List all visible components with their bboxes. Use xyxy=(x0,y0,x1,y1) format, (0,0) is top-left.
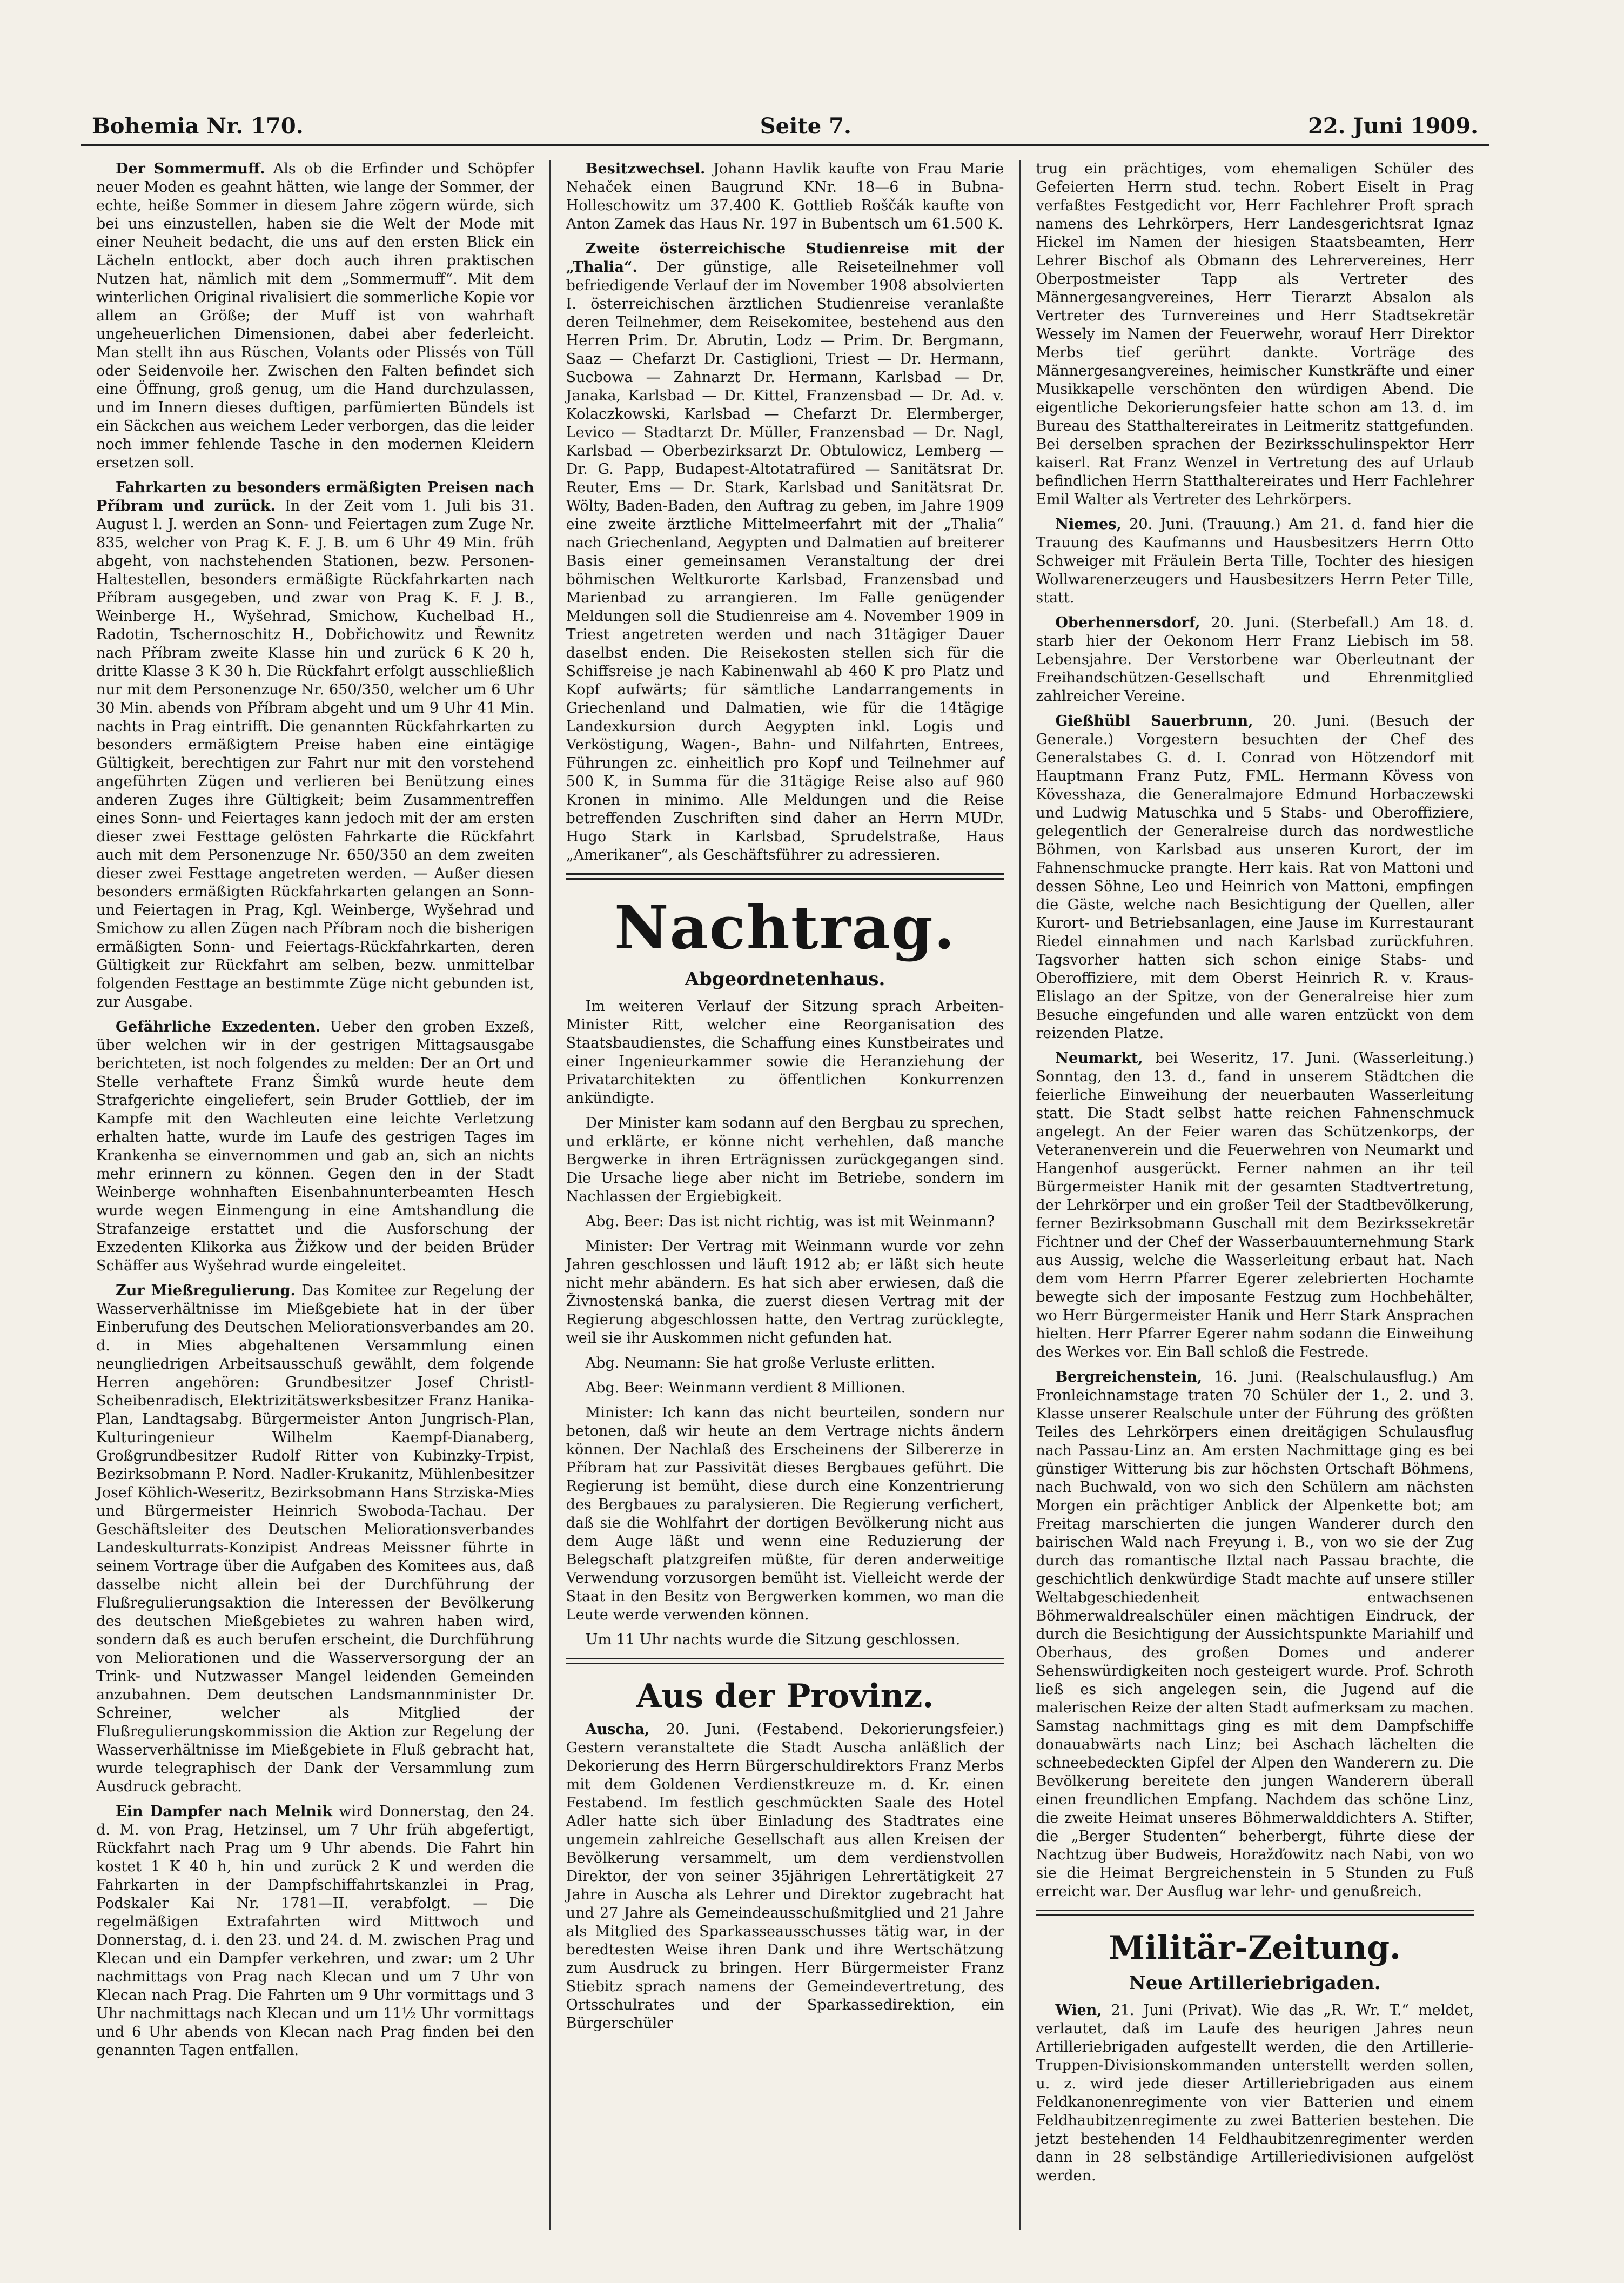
article-text: Der günstige, alle Reiseteilnehmer voll befriedigende Verlauf der im November 1908 absolvierten I. österreichischen ärztlichen Studienreise veranlaßte deren Teilnehmer, dem Reisekomitee, bestehend aus den Herren Prim. Dr. Abrutin, Lodz — Prim. Dr. Bergmann, Saaz — Chefarzt Dr. Castiglioni, Triest — Dr. Hermann, Sucbowa — Zahnarzt Dr. Hermann, Karlsbad — Dr. Janaka, Karlsbad — Dr. Kittel, Franzensbad — Dr. Ad. v. Kolaczkowski, Karlsbad — Chefarzt Dr. Elermberger, Levico — Stadtarzt Dr. Müller, Franzensbad — Dr. Nagl, Karlsbad — Oberbezirksarzt Dr. Obtulowicz, Lemberg — Dr. G. Papp, Budapest-Altotatrafüred — Sanitätsrat Dr. Reuter, Ems — Dr. Stark, Karlsbad und Sanitätsrat Dr. Wölty, Baden-Baden, den Auftrag zu geben, im Jahre 1909 eine zweite ärztliche Mittelmeerfahrt mit der „Thalia“ nach Griechenland, Aegypten und Dalmatien auf breiterer Basis einer gemeinsamen Veranstaltung der drei böhmischen Weltkurorte Karlsbad, Franzensbad und Marienbad zu arrangieren. Im Falle genügender Meldungen soll die Studienreise am 4. November 1909 in Triest angetreten werden und nach 31tägiger Dauer daselbst enden. Die Reisekosten stellen sich für die Schiffsreise je nach Kabinenwahl ab 460 K pro Platz und Kopf aufwärts; für sämtliche Landarrangements in Griechenland und Dalmatien, wie für die 14tägige Landexkursion durch Aegypten inkl. Logis und Verköstigung, Wagen-, Bahn- und Nilfahrten, Entrees, Führungen zc. einheitlich pro Kopf und Teilnehmer auf 500 K, in Summa für die 31tägige Reise also auf 960 Kronen in minimo. Alle Meldungen und die Reise betreffenden Zuschriften sind daher an Herrn MUDr. Hugo Stark in Karlsbad, Sprudelstraße, Haus „Amerikaner“, als Geschäftsführer zu adressieren. xyxy=(566,259,1004,863)
article-oberhennersdorf xyxy=(1036,614,1474,706)
article-heading: Bergreichenstein, xyxy=(1055,1369,1203,1385)
article-dampfer-melnik xyxy=(96,1803,534,2060)
article-fahrkarten xyxy=(96,479,534,1012)
article-text: 21. Juni (Privat). Wie das „R. Wr. T.“ meldet, verlautet, daß im Laufe des heurigen Jahres neun Artilleriebrigaden aufgestellt werden, die den Artillerie-Truppen-Divisionskommanden unterstellt werden sollen, u. z. wird jede dieser Artilleriebrigaden aus einem Feldkanonenregimente von vier Batterien und einem Feldhaubitzenregimente zu zwei Batterien bestehen. Die jetzt bestehenden 14 Feldhaubitzenregimenter werden dann in 28 selbständige Artilleriedivisionen aufgelöst werden. xyxy=(1036,2002,1474,2184)
section-divider xyxy=(566,1658,1004,1664)
section-title-militaer: Militär-Zeitung. xyxy=(1109,1929,1401,1967)
article-text: trug ein prächtiges, vom ehemaligen Schüler des Gefeierten Herrn stud. techn. Robert Eiselt in Prag verfaßtes Festgedicht vor, Herr Fachlehrer Proft sprach namens des Lehrkörpers, Herr Landesgerichtsrat Ignaz Hickel im Namen der hiesigen Staatsbeamten, Herr Lehrer Bischof als Obmann des Lehrervereines, Herr Oberpostmeister Tapp als Vertreter des Männergesangvereines, Herr Tierarzt Absalon als Vertreter des Turnvereines und Herr Stadtsekretär Wessely im Namen der Feuerwehr, worauf Herr Direktor Merbs tief gerührt dankte. Vorträge des Männergesangvereines, heimischer Kunstkräfte und einer Musikkapelle verschönten den würdigen Abend. Die eigentliche Dekorierungsfeier hatte schon am 13. d. im Bureau des Statthaltereirates in Leitmeritz stattgefunden. Bei derselben sprachen der Bezirksschulinspektor Herr kaiserl. Rat Franz Wenzel in Vertretung des auf Urlaub befindlichen Herrn Statthaltereirates und Herr Fachlehrer Emil Walter als Vertreter des Lehrkörpers. xyxy=(1036,160,1474,508)
article-heading: Neumarkt, xyxy=(1055,1050,1143,1067)
nachtrag-paragraph: Abg. Neumann: Sie hat große Verluste erlitten. xyxy=(585,1355,935,1371)
article-text: 16. Juni. (Realschulausflug.) Am Fronleichnamstage traten 70 Schüler der 1., 2. und 3. Klasse unserer Realschule unter der Führung des größten Teiles des Lehrkörpers einen dreitägigen Schulausflug nach Passau-Linz an. Am ersten Nachmittage ging es bei günstiger Witterung bis zur höchsten Ortschaft Böhmens, nach Buchwald, von wo sich den Schülern am nächsten Morgen ein prächtiger Anblick der Alpenkette bot; am Freitag marschierten die jungen Wanderer durch den bairischen Wald nach Freyung i. B., von wo sie der Zug durch das romantische Ilztal nach Passau brachte, die geschichtlich denkwürdige Stadt machte auf unsere stiller Weltabgeschiedenheit entwachsenen Böhmerwaldrealschüler einen mächtigen Eindruck, der durch die Besichtigung der Aussichtspunkte Mariahilf und Oberhaus, des großen Domes und anderer Sehenswürdigkeiten noch gesteigert wurde. Prof. Schroth ließ es sich angelegen sein, die Jugend auf die malerischen Reize der alten Stadt aufmerksam zu machen. Samstag nachmittags ging es mit dem Dampfschiffe donauabwärts nach Linz; bei Aschach lächelten die schneebedeckten Gipfel der Alpen den Wanderern zu. Die Bevölkerung bereitete den jungen Wanderern überall einen freundlichen Empfang. Nachdem das schöne Linz, die zweite Heimat unseres Böhmerwalddichters A. Stifter, die „Berger Studenten“ beherbergt, führte diese der Nachtzug über Budweis, Horažďowitz nach Nabi, von wo sie die Heimat Bergreichenstein in 5 Stunden zu Fuß erreicht war. Der Ausflug war lehr- und genußreich. xyxy=(1036,1369,1474,1900)
article-niemes xyxy=(1036,515,1474,607)
article-text: Als ob die Erfinder und Schöpfer neuer Moden es geahnt hätten, wie lange der Sommer, der echte, heiße Sommer in diesem Jahre zögern würde, sich bei uns einzustellen, haben sie die Welt der Mode mit einer Neuheit bedacht, die uns auf den ersten Blick ein Lächeln entlockt, aber doch auch ihren praktischen Nutzen hat, nämlich mit dem „Sommermuff“. Mit dem winterlichen Original rivalisiert die sommerliche Kopie vor allem an Größe; der Muff ist von wahrhaft ungeheuerlichen Dimensionen, dabei aber federleicht. Man stellt ihn aus Rüschen, Volants oder Plissés von Tüll oder Seidenvoile her. Zwischen den Falten befindet sich eine Öffnung, groß genug, um die Hand durchzulassen, und im Innern dieses duftigen, parfümierten Bündels ist ein Säckchen aus weichem Leder verborgen, das die leider noch immer fehlende Tasche in den modernen Kleidern ersetzen soll. xyxy=(96,160,534,471)
article-giesshuebl xyxy=(1036,712,1474,1043)
article-text: In der Zeit vom 1. Juli bis 31. August l. J. werden an Sonn- und Feiertagen zum Zuge Nr. 835, welcher von Prag K. F. J. B. um 6 Uhr 49 Min. früh abgeht, von nachstehenden Stationen, bezw. Personen-Haltestellen, besonders ermäßigte Rückfahrkarten nach Příbram ausgegeben, und zwar von Prag K. F. J. B., Weinberge H., Wyšehrad, Smichow, Kuchelbad H., Radotin, Tschernoschitz H., Dobřichowitz und Řewnitz nach Příbram zweite Klasse hin und zurück 6 K 20 h, dritte Klasse 3 K 30 h. Die Rückfahrt erfolgt ausschließlich nur mit dem Personenzuge Nr. 650/350, welcher um 6 Uhr 30 Min. abends von Příbram abgeht und um 9 Uhr 41 Min. nachts in Prag eintrifft. Die genannten Rückfahrkarten zu besonders ermäßigtem Preise haben eine eintägige Gültigkeit, berechtigen zur Fahrt nur mit den vorstehend angeführten Zügen und verlieren bei Benützung eines anderen Zuges ihre Gültigkeit; beim Zusammentreffen eines Sonn- und Feiertages kann jedoch mit der am ersten dieser zwei Festtage gelösten Fahrkarte die Rückfahrt auch mit dem Personenzuge Nr. 650/350 an dem zweiten dieser zwei Festtage angetreten werden. — Außer diesen besonders ermäßigten Rückfahrkarten gelangen an Sonn- und Feiertagen in Prag, Kgl. Weinberge, Wyšehrad und Smichow zu allen Zügen nach Příbram noch die bisherigen ermäßigten Sonn- und Feiertags-Rückfahrkarten, deren Gültigkeit zur Rückfahrt am selben, bezw. unmittelbar folgenden Festtage an bestimmte Züge nicht gebunden ist, zur Ausgabe. xyxy=(96,498,534,1010)
header-paper-number: Bohemia Nr. 170. xyxy=(92,113,304,139)
article-text: bei Weseritz, 17. Juni. (Wasserleitung.) Sonntag, den 13. d., fand in unserem Städtchen die feierliche Einweihung der neuerbauten Wasserleitung statt. Die Stadt selbst hatte reichen Fahnenschmuck angelegt. An der Feier waren das Schützenkorps, der Veteranenverein und die Feuerwehren von Neumarkt und Hangenhof ausgerückt. Ferner nahmen an ihr teil Bürgermeister Hanik mit der gesamten Stadtvertretung, der Lehrkörper und ein großer Teil der Stadtbevölkerung, ferner Bezirksobmann Guschall mit dem Bezirkssekretär Fichtner und der Chef der Wasserbauunternehmung Stark aus Aussig, welche die Wasserleitung erbaut hat. Nach dem vom Herrn Pfarrer Egerer zelebrierten Hochamte bewegte sich der imposante Festzug zum Hochbehälter, wo Herr Bürgermeister Hanik und Herr Stark Ansprachen hielten. Herr Pfarrer Egerer nahm sodann die Einweihung des Werkes vor. Ein Ball schloß die Festrede. xyxy=(1036,1050,1474,1361)
article-exzedenten xyxy=(96,1018,534,1275)
article-heading: Auscha, xyxy=(585,1721,650,1738)
section-title-provinz: Aus der Provinz. xyxy=(636,1677,934,1715)
nachtrag-paragraph: Im weiteren Verlauf der Sitzung sprach Arbeiten-Minister Ritt, welcher eine Reorganisation des Staatsbaudienstes, die Schaffung eines Kunstbeirates und einer Ingenieurkammer sowie die Heranziehung der Privatarchitekten zu öffentlichen Konkurrenzen ankündigte. xyxy=(566,998,1004,1107)
article-heading: Gießhübl Sauerbrunn, xyxy=(1055,713,1253,729)
article-text: wird Donnerstag, den 24. d. M. von Prag, Hetzinsel, um 7 Uhr früh abgefertigt, Rückfahrt nach Prag um 9 Uhr abends. Die Fahrt hin kostet 1 K 40 h, hin und zurück 2 K und werden die Fahrkarten in der Dampfschiffahrtskanzlei in Prag, Podskaler Kai Nr. 1781—II. verabfolgt. — Die regelmäßigen Extrafahrten wird Mittwoch und Donnerstag, d. i. den 23. und 24. d. M. zwischen Prag und Klecan und ein Dampfer verkehren, und zwar: um 2 Uhr nachmittags von Prag nach Klecan und um 7 Uhr von Klecan nach Prag. Die Fahrten um 9 Uhr vormittags und 3 Uhr nachmittags nach Klecan und um 11½ Uhr vormittags und 6 Uhr abends von Klecan nach Prag finden bei den genannten Tagen entfallen. xyxy=(96,1803,534,2059)
section-divider xyxy=(1036,1910,1474,1916)
article-heading: Ein Dampfer nach Melnik xyxy=(116,1803,332,1820)
article-studienreise xyxy=(566,240,1004,865)
page-header xyxy=(81,113,1489,146)
article-besitzwechsel xyxy=(566,160,1004,233)
article-heading: Niemes, xyxy=(1055,516,1122,533)
article-heading: Besitzwechsel. xyxy=(585,160,706,177)
article-text: 20. Juni. (Sterbefall.) Am 18. d. starb hier der Oekonom Herr Franz Liebisch im 58. Lebensjahre. Der Verstorbene war Oberleutnant der Freihandschützen-Gesellschaft und Ehrenmitglied zahlreicher Vereine. xyxy=(1036,614,1474,705)
article-bergreichenstein xyxy=(1036,1368,1474,1901)
column-1 xyxy=(81,160,551,2230)
article-auscha xyxy=(566,1720,1004,2033)
article-heading: Fahrkarten zu besonders ermäßigten Preisen nach Příbram und zurück. xyxy=(96,479,534,514)
article-auscha-continued xyxy=(1036,160,1474,509)
section-subtitle-artilleriebrigaden: Neue Artilleriebrigaden. xyxy=(1129,1972,1381,1994)
article-wien xyxy=(1036,2001,1474,2185)
section-subtitle-abgeordnetenhaus: Abgeordnetenhaus. xyxy=(685,968,885,990)
article-heading: Der Sommermuff. xyxy=(116,160,265,177)
article-text: Ueber den groben Exzeß, über welchen wir in der gestrigen Mittagsausgabe berichteten, ist noch folgendes zu melden: Der an Ort und Stelle verhaftete Franz Šimků wurde heute dem Strafgerichte eingeliefert, sein Bruder Gottlieb, der im Kampfe mit den Wachleuten eine leichte Verletzung erhalten hatte, wurde im Laufe des gestrigen Tages im Krankenha se einvernommen und gab an, sich an nichts mehr erinnern zu können. Gegen den in der Stadt Weinberge wohnhaften Eisenbahnunterbeamten Hesch wurde wegen Einmengung in eine Amtshandlung die Strafanzeige erstattet und die Ausforschung der Exzedenten Klikorka aus Žižkow und der beiden Brüder Schäffer aus Wyšehrad wurde eingeleitet. xyxy=(96,1019,534,1274)
section-title-nachtrag: Nachtrag. xyxy=(614,893,956,962)
nachtrag-paragraph: Abg. Beer: Das ist nicht richtig, was ist mit Weinmann? xyxy=(585,1213,995,1230)
article-heading: Zweite österreichische Studienreise mit der „Thalia“. xyxy=(566,240,1004,276)
header-date: 22. Juni 1909. xyxy=(1308,113,1478,139)
article-sommermuff xyxy=(96,160,534,472)
columns xyxy=(81,160,1489,2230)
article-heading: Zur Mießregulierung. xyxy=(116,1282,296,1299)
column-3 xyxy=(1021,160,1489,2230)
nachtrag-paragraph: Minister: Ich kann das nicht beurteilen, sondern nur betonen, daß wir heute an dem Vertrage nichts ändern können. Der Nachlaß des Erscheinens der Silbererze in Příbram hat zur Passivität dieses Bergbaues geführt. Die Regierung ist bemüht, diese durch eine Konzentrierung des Bergbaues zu paralysieren. Die Regierung verfichert, daß sie die Wohlfahrt der dortigen Bevölkerung nicht aus dem Auge läßt und wenn eine Reduzierung der Belegschaft platzgreifen müßte, für deren anderweitige Verwendung vorzusorgen bemüht ist. Vielleicht werde der Staat in den Besitz von Bergwerken kommen, wo man die Leute werde verwenden können. xyxy=(566,1404,1004,1623)
article-neumarkt xyxy=(1036,1049,1474,1362)
nachtrag-paragraph: Abg. Beer: Weinmann verdient 8 Millionen. xyxy=(585,1380,906,1396)
article-text: 20. Juni. (Festabend. Dekorierungsfeier.) Gestern veranstaltete die Stadt Auscha anläßlich der Dekorierung des Herrn Bürgerschuldirektors Franz Merbs mit dem Goldenen Verdienstkreuze m. d. Kr. einen Festabend. Im festlich geschmückten Saale des Hotel Adler hatte sich über Einladung des Stadtrates eine ungemein zahlreiche Gesellschaft aus allen Kreisen der Bevölkerung versammelt, um dem verdienstvollen Direktor, der von seiner 35jährigen Lehrertätigkeit 27 Jahre in Auscha als Lehrer und Direktor zugebracht hat und 27 Jahre als Gemeindeausschußmitglied und 21 Jahre als Mitglied des Sparkasseausschusses tätig war, in der beredtesten Weise ihren Dank und ihre Wertschätzung zum Ausdruck zu bringen. Herr Bürgermeister Franz Stiebitz sprach namens der Gemeindevertretung, des Ortsschulrates und der Sparkassedirektion, ein Bürgerschüler xyxy=(566,1721,1004,2032)
header-page-number: Seite 7. xyxy=(760,113,851,139)
nachtrag-paragraph: Der Minister kam sodann auf den Bergbau zu sprechen, und erklärte, er könne nicht verhehlen, daß manche Bergwerke in ihren Erträgnissen zurückgegangen sind. Die Ursache liege aber nicht im Betriebe, sondern im Nachlassen der Ergiebigkeit. xyxy=(566,1115,1004,1205)
article-heading: Gefährliche Exzedenten. xyxy=(116,1019,321,1035)
article-text: Das Komitee zur Regelung der Wasserverhältnisse im Mießgebiete hat in der über Einberufung des Deutschen Meliorationsverbandes am 20. d. in Mies abgehaltenen Versammlung einen neungliedrigen Arbeitsausschuß gewählt, dem folgende Herren angehören: Grundbesitzer Josef Christl-Scheibenradisch, Elektrizitätswerksbesitzer Franz Hanika-Plan, Landtagsabg. Bürgermeister Anton Jungrisch-Plan, Kulturingenieur Wilhelm Kaempf-Dianaberg, Großgrundbesitzer Rudolf Ritter von Kubinzky-Trpist, Bezirksobmann P. Nord. Nadler-Krukanitz, Mühlenbesitzer Josef Köhlich-Weseritz, Bezirksobmann Hans Strziska-Mies und Bürgermeister Heinrich Swoboda-Tachau. Der Geschäftsleiter des Deutschen Meliorationsverbandes Landeskulturrats-Konzipist Andreas Meissner führte in seinem Vortrage über die Aufgaben des Komitees aus, daß dasselbe nicht allein bei der Durchführung der Flußregulierungsaktion die Interessen der Bevölkerung des deutschen Mießgebietes zu wahren haben wird, sondern daß es auch berufen erscheint, die Durchführung von Meliorationen und die Wasserversorgung der an Trink- und Nutzwasser Mangel leidenden Gemeinden anzubahnen. Dem deutschen Landsmannminister Dr. Schreiner, welcher als Mitglied der Flußregulierungskommission die Aktion zur Regelung der Wasserverhältnisse im Mießgebiete in Fluß gebracht hat, wurde telegraphisch der Dank der Versammlung zum Ausdruck gebracht. xyxy=(96,1282,534,1795)
article-heading: Wien, xyxy=(1055,2002,1102,2019)
nachtrag-closing: Um 11 Uhr nachts wurde die Sitzung geschlossen. xyxy=(585,1631,961,1648)
section-divider xyxy=(566,873,1004,880)
article-text: 20. Juni. (Besuch der Generale.) Vorgestern besuchten der Chef des Generalstabes G. d. I. Conrad von Hötzendorf mit Hauptmann Franz Putz, FML. Hermann Kövess von Kövesshaza, die Generalmajore Edmund Horbaczewski und Ludwig Matuschka und 5 Stabs- und Oberoffiziere, gelegentlich der Generalreise durch das nordwestliche Böhmen, von Karlsbad aus unseren Kurort, der im Fahnenschmucke prangte. Herr kais. Rat von Mattoni und dessen Söhne, Leo und Heinrich von Mattoni, empfingen die Gäste, welche nach Besichtigung der Quellen, aller Kurort- und Betriebsanlagen, eine Jause im Kurrestaurant Riedel einnahmen und nach Karlsbad zurückfuhren. Tagsvorher hatten sich schon einige Stabs- und Oberoffiziere, mit dem Oberst Heinrich R. v. Kraus-Elislago an der Spitze, von der Generalreise hier zum Besuche eingefunden und alle waren entzückt von dem reizenden Platze. xyxy=(1036,713,1474,1042)
article-heading: Oberhennersdorf, xyxy=(1055,614,1200,631)
article-text: Johann Havlik kaufte von Frau Marie Nehaček einen Baugrund KNr. 18—6 in Bubna-Holleschowitz um 37.400 K. Gottlieb Roščák kaufte von Anton Zamek das Haus Nr. 197 in Bubentsch um 61.500 K. xyxy=(566,160,1004,232)
column-2 xyxy=(551,160,1021,2230)
nachtrag-paragraph: Minister: Der Vertrag mit Weinmann wurde vor zehn Jahren geschlossen und läuft 1912 ab; er läßt sich heute nicht mehr abändern. Es hat sich aber erwiesen, daß die Živnostenská banka, die zuerst diesen Vertrag mit der Regierung abgeschlossen hatte, den Vertrag zurücklegte, weil sie ihr Auskommen nicht gefunden hat. xyxy=(566,1238,1004,1347)
article-text: 20. Juni. (Trauung.) Am 21. d. fand hier die Trauung des Kaufmanns und Hausbesitzers Herrn Otto Schweiger mit Fräulein Berta Tille, Tochter des hiesigen Wollwarenerzeugers und Hausbesitzers Herrn Peter Tille, statt. xyxy=(1036,516,1474,606)
article-miessregulierung xyxy=(96,1282,534,1796)
